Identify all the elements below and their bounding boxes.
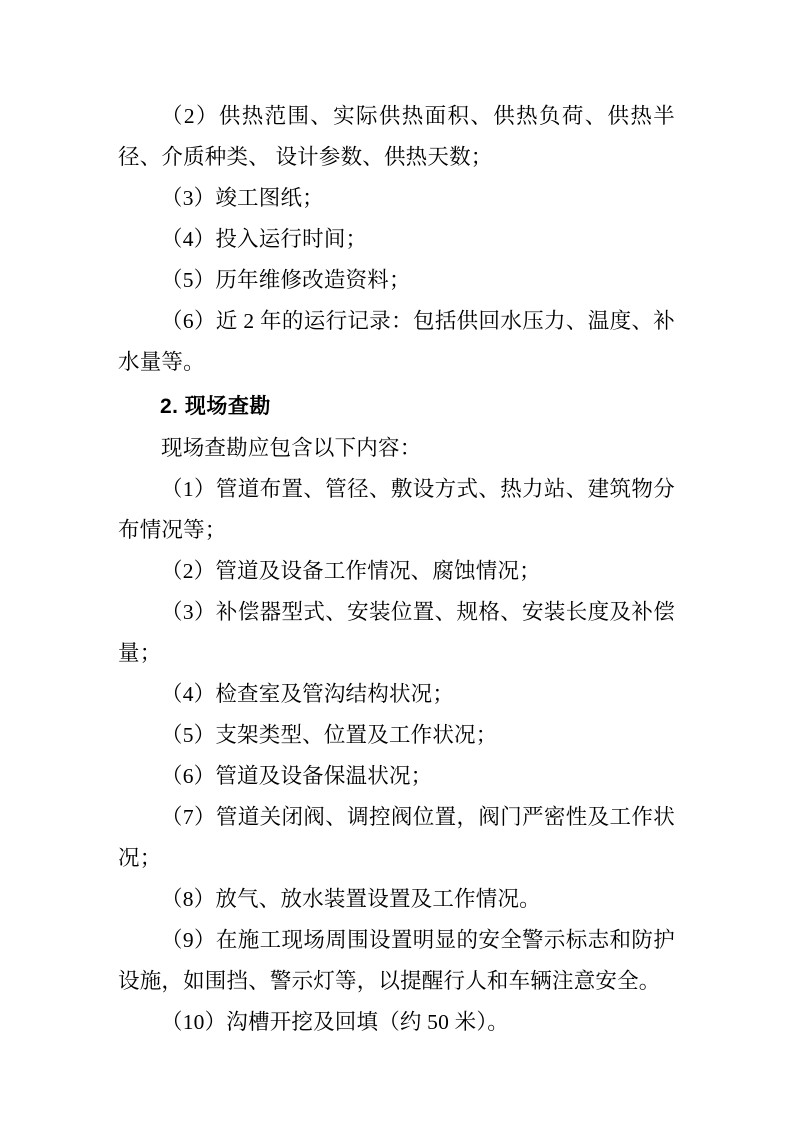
paragraph-item-2: （2）供热范围、实际供热面积、供热负荷、供热半径、介质种类、 设计参数、供热天数； [118, 104, 675, 169]
paragraph-item-4: （4）投入运行时间； [161, 227, 368, 251]
paragraph-survey-item-7: （7）管道关闭阀、调控阀位置，阀门严密性及工作状况； [118, 805, 675, 870]
paragraph-survey-item-10: （10）沟槽开挖及回填（约 50 米）。 [161, 1010, 510, 1034]
section-heading-site-survey: 2. 现场查勘 [160, 395, 271, 418]
paragraph-item-5: （5）历年维修改造资料； [161, 268, 411, 292]
document-body [118, 96, 675, 1043]
paragraph-survey-item-8: （8）放气、放水装置设置及工作情况。 [161, 887, 541, 911]
paragraph-survey-item-6: （6）管道及设备保温状况； [161, 764, 433, 788]
paragraph-survey-item-5: （5）支架类型、位置及工作状况； [161, 723, 498, 747]
paragraph-item-6: （6）近 2 年的运行记录：包括供回水压力、温度、补水量等。 [118, 309, 675, 374]
paragraph-site-survey-intro: 现场查勘应包含以下内容： [161, 436, 422, 460]
paragraph-survey-item-1: （1）管道布置、管径、敷设方式、热力站、建筑物分布情况等； [118, 477, 675, 542]
paragraph-survey-item-9: （9）在施工现场周围设置明显的安全警示标志和防护设施，如围挡、警示灯等，以提醒行人和车辆注意安全。 [118, 928, 675, 993]
paragraph-survey-item-3: （3）补偿器型式、安装位置、规格、安装长度及补偿量； [118, 600, 675, 665]
paragraph-item-3: （3）竣工图纸； [161, 186, 324, 210]
paragraph-survey-item-4: （4）检查室及管沟结构状况； [161, 682, 455, 706]
paragraph-survey-item-2: （2）管道及设备工作情况、腐蚀情况； [161, 559, 541, 583]
